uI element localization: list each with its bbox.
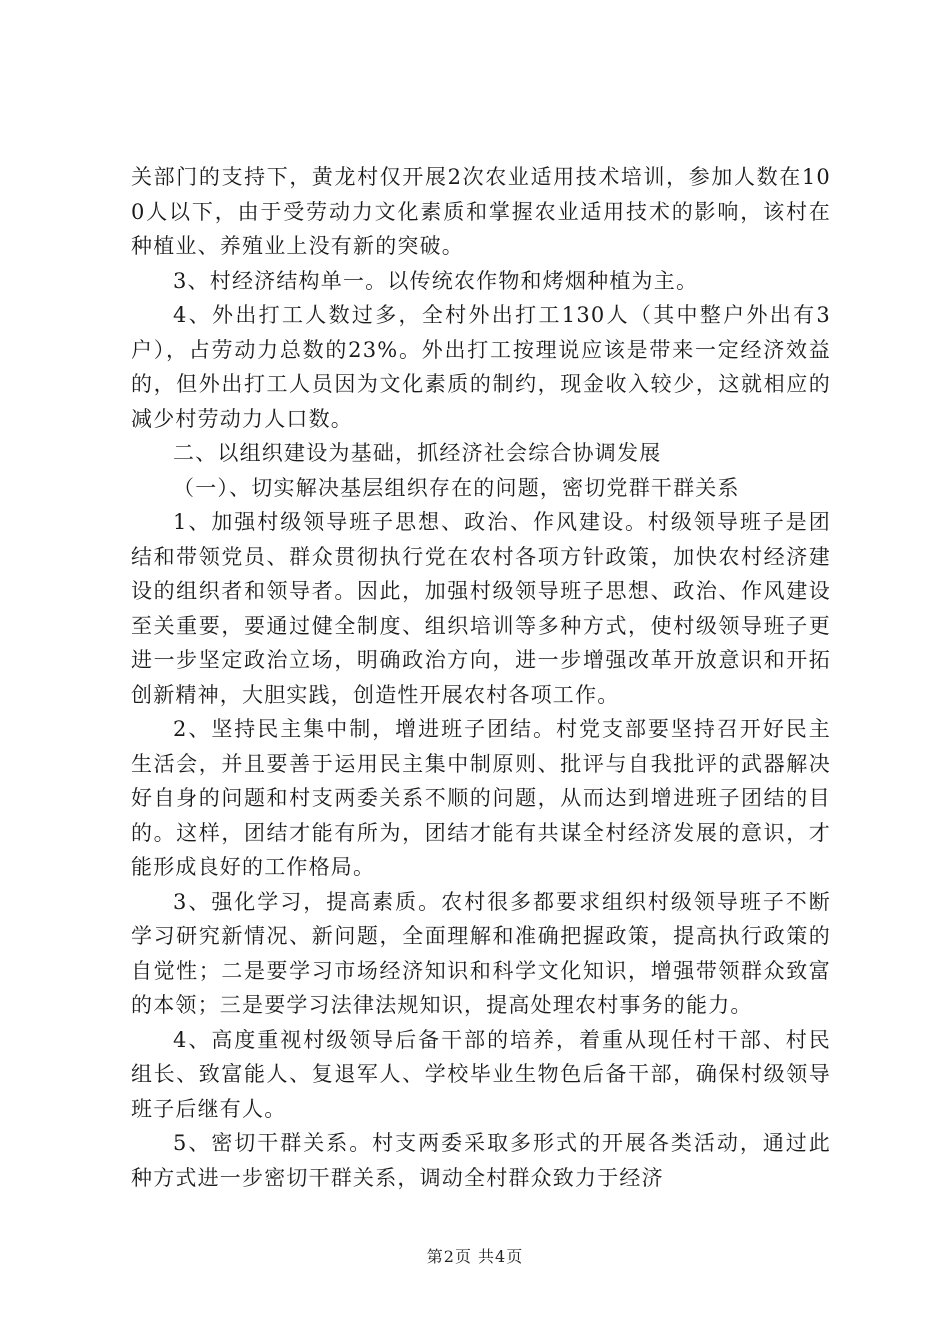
paragraph-measure-2: 2、坚持民主集中制，增进班子团结。村党支部要坚持召开好民主生活会，并且要善于运用民主集中制原则、批评与自我批评的武器解决好自身的问题和村支两委关系不顺的问题，从而达到增进班子团结的目的。这样，团结才能有所为，团结才能有共谋全村经济发展的意识，才能形成良好的工作格局。 [131,717,831,879]
document-body [131,160,831,1195]
paragraph-measure-1: 1、加强村级领导班子思想、政治、作风建设。村级领导班子是团结和带领党员、群众贯彻执行党在农村各项方针政策，加快农村经济建设的组织者和领导者。因此，加强村级领导班子思想、政治、作风建设至关重要，要通过健全制度、组织培训等多种方式，使村级领导班子更进一步坚定政治立场，明确政治方向，进一步增强改革开放意识和开拓创新精神，大胆实践，创造性开展农村各项工作。 [131,510,831,707]
paragraph-measure-5: 5、密切干群关系。村支两委采取多形式的开展各类活动，通过此种方式进一步密切干群关系，调动全村群众致力于经济 [131,1131,831,1190]
paragraph-item-3: 3、村经济结构单一。以传统农作物和烤烟种植为主。 [173,268,699,293]
subsection-heading-1: （一）、切实解决基层组织存在的问题，密切党群干群关系 [173,475,740,500]
section-heading-2: 二、以组织建设为基础，抓经济社会综合协调发展 [173,441,662,465]
paragraph-item-4: 4、外出打工人数过多，全村外出打工130人（其中整户外出有3户），占劳动力总数的23%。外出打工按理说应该是带来一定经济效益的，但外出打工人员因为文化素质的制约，现金收入较少，这就相应的减少村劳动力人口数。 [131,303,831,431]
page-footer: 第2页 共4页 [426,1247,524,1266]
paragraph-measure-3: 3、强化学习，提高素质。农村很多都要求组织村级领导班子不断学习研究新情况、新问题，全面理解和准确把握政策，提高执行政策的自觉性；二是要学习市场经济知识和科学文化知识，增强带领群众致富的本领；三是要学习法律法规知识，提高处理农村事务的能力。 [131,889,831,1017]
paragraph-measure-4: 4、高度重视村级领导后备干部的培养，着重从现任村干部、村民组长、致富能人、复退军人、学校毕业生物色后备干部，确保村级领导班子后继有人。 [131,1027,831,1121]
paragraph-continuation: 关部门的支持下，黄龙村仅开展2次农业适用技术培训，参加人数在100人以下，由于受劳动力文化素质和掌握农业适用技术的影响，该村在种植业、养殖业上没有新的突破。 [131,165,831,258]
